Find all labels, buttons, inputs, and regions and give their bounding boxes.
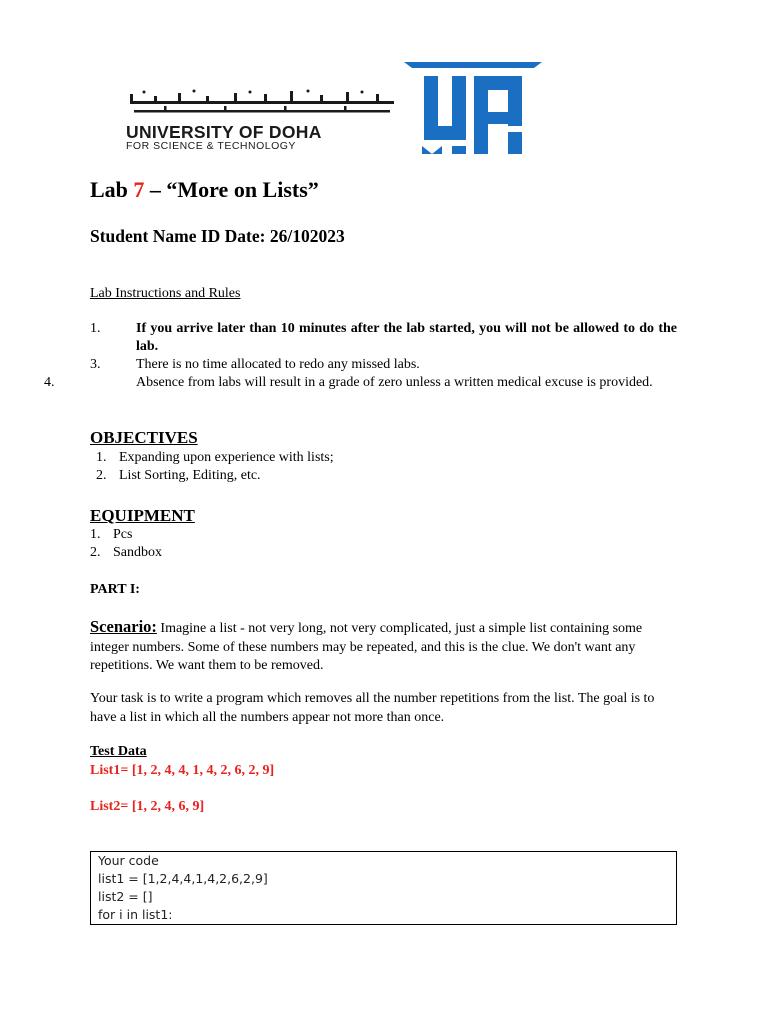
test-data-heading: Test Data	[90, 744, 147, 759]
scenario-paragraph	[90, 618, 680, 676]
page-title: Lab 7 – “More on Lists”	[90, 177, 319, 202]
scenario-label: Scenario:	[90, 617, 157, 636]
objective-item: 1.	[96, 450, 107, 465]
test-list-1: List1= [1, 2, 4, 4, 1, 4, 2, 6, 2, 9]	[90, 763, 275, 778]
part-one-heading: PART I:	[90, 582, 140, 597]
code-line: list2 = []	[98, 889, 153, 904]
rule-number: 3.	[90, 357, 101, 372]
test-list-2: List2= [1, 2, 4, 6, 9]	[90, 799, 205, 814]
equipment-item: 1.	[90, 527, 101, 542]
university-logo-icon	[404, 62, 542, 154]
rules-heading: Lab Instructions and Rules	[90, 286, 241, 301]
objective-text: List Sorting, Editing, etc.	[119, 468, 261, 483]
objective-item: 2.	[96, 468, 107, 483]
code-box[interactable]	[90, 851, 677, 925]
rule-number: 4.	[44, 375, 55, 390]
code-line: for i in list1:	[98, 907, 173, 922]
rule-item	[44, 374, 677, 392]
rule-item	[90, 356, 677, 374]
arabic-logo-text	[124, 88, 400, 114]
objectives-heading: OBJECTIVES	[90, 428, 198, 447]
university-name: UNIVERSITY OF DOHA	[126, 122, 322, 142]
rule-text: If you arrive later than 10 minutes after the lab started, you will not be allowed to do the lab.	[136, 321, 677, 354]
rule-number: 1.	[90, 321, 101, 336]
student-info-line: Student Name ID Date: 26/102023	[90, 226, 345, 246]
equipment-text: Pcs	[113, 527, 133, 542]
task-paragraph: Your task is to write a program which removes all the number repetitions from the list. The goal is to have a list in which all the numbers appear not more than once.	[90, 691, 655, 725]
code-line: list1 = [1,2,4,4,1,4,2,6,2,9]	[98, 871, 268, 886]
scenario-text: Imagine a list - not very long, not very complicated, just a simple list containing some integer numbers. Some of these numbers may be repeated, and this is the clue. We don't want any repetitions. We want them to be removed.	[90, 621, 643, 673]
rule-item	[90, 320, 677, 356]
rule-text: Absence from labs will result in a grade of zero unless a written medical excuse is provided.	[136, 375, 653, 390]
university-subtitle: FOR SCIENCE & TECHNOLOGY	[126, 140, 296, 152]
equipment-heading: EQUIPMENT	[90, 506, 195, 525]
code-line: Your code	[98, 853, 159, 868]
equipment-text: Sandbox	[113, 545, 162, 560]
lab-number: 7	[133, 177, 145, 202]
equipment-item: 2.	[90, 545, 101, 560]
rule-text: There is no time allocated to redo any missed labs.	[136, 357, 420, 372]
objective-text: Expanding upon experience with lists;	[119, 450, 334, 465]
